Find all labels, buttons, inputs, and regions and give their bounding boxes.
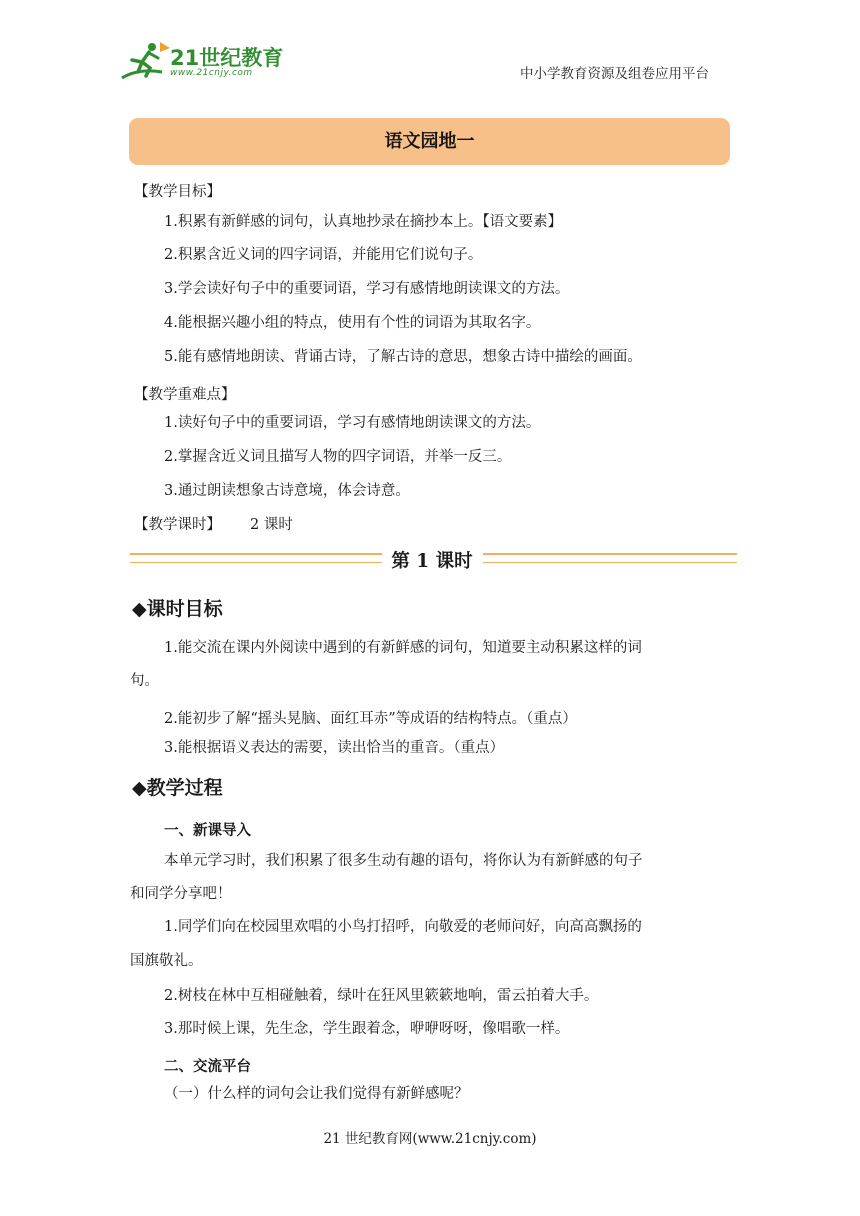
- hours-heading: 【教学课时】: [134, 517, 221, 533]
- key-point-item: 2.掌握含近义词且描写人物的四字词语，并举一反三。: [164, 449, 512, 465]
- logo-text: 21世纪教育: [170, 46, 284, 70]
- objective-item: 1.积累有新鲜感的词句，认真地抄录在摘抄本上。【语文要素】: [164, 214, 563, 230]
- part2-heading: 二、交流平台: [164, 1058, 251, 1075]
- hours-value: 2 课时: [250, 517, 293, 533]
- divider-left: [130, 553, 382, 555]
- part1-line: 国旗敬礼。: [130, 953, 203, 969]
- divider-left-thin: [130, 562, 382, 563]
- lesson-goal-item: 3.能根据语义表达的需要，读出恰当的重音。（重点）: [164, 740, 505, 756]
- divider-right-thin: [483, 562, 737, 563]
- page-footer: 21 世纪教育网(www.21cnjy.com): [323, 1131, 537, 1147]
- objective-item: 3.学会读好句子中的重要词语，学习有感情地朗读课文的方法。: [164, 281, 570, 297]
- part1-line: 1.同学们向在校园里欢唱的小鸟打招呼，向敬爱的老师问好，向高高飘扬的: [164, 919, 642, 935]
- part1-line: 2.树枝在林中互相碰触着，绿叶在狂风里簌簌地响，雷云拍着大手。: [164, 988, 599, 1004]
- lesson-goal-item: 2.能初步了解“摇头晃脑、面红耳赤”等成语的结构特点。（重点）: [164, 711, 577, 727]
- key-points-heading: 【教学重难点】: [134, 387, 236, 403]
- part1-line: 3.那时候上课，先生念，学生跟着念，咿咿呀呀，像唱歌一样。: [164, 1021, 570, 1037]
- objective-item: 2.积累含近义词的四字词语，并能用它们说句子。: [164, 247, 483, 263]
- lesson-goal-item: 句。: [130, 673, 159, 689]
- part1-line: 本单元学习时，我们积累了很多生动有趣的语句，将你认为有新鲜感的句子: [164, 853, 643, 869]
- runner-logo-icon: [118, 38, 178, 84]
- part1-heading: 一、新课导入: [164, 822, 251, 839]
- key-point-item: 1.读好句子中的重要词语，学习有感情地朗读课文的方法。: [164, 415, 541, 431]
- lesson-goal-item: 1.能交流在课内外阅读中遇到的有新鲜感的词句，知道要主动积累这样的词: [164, 640, 642, 656]
- title-banner: [129, 118, 730, 165]
- objective-item: 5.能有感情地朗读、背诵古诗，了解古诗的意思，想象古诗中描绘的画面。: [164, 349, 642, 365]
- lesson-goals-heading: ◆课时目标: [132, 598, 223, 620]
- divider-right: [483, 553, 737, 555]
- lesson-title: 第 1 课时: [391, 551, 473, 572]
- key-point-item: 3.通过朗读想象古诗意境，体会诗意。: [164, 483, 410, 499]
- page-title: 语文园地一: [384, 131, 475, 152]
- part1-line: 和同学分享吧！: [130, 886, 232, 902]
- part2-subheading: （一）什么样的词句会让我们觉得有新鲜感呢？: [164, 1086, 469, 1102]
- objectives-heading: 【教学目标】: [134, 184, 221, 200]
- process-heading: ◆教学过程: [132, 777, 223, 799]
- logo-url: www.21cnjy.com: [170, 68, 253, 78]
- objective-item: 4.能根据兴趣小组的特点，使用有个性的词语为其取名字。: [164, 315, 541, 331]
- header-platform-text: 中小学教育资源及组卷应用平台: [520, 66, 709, 82]
